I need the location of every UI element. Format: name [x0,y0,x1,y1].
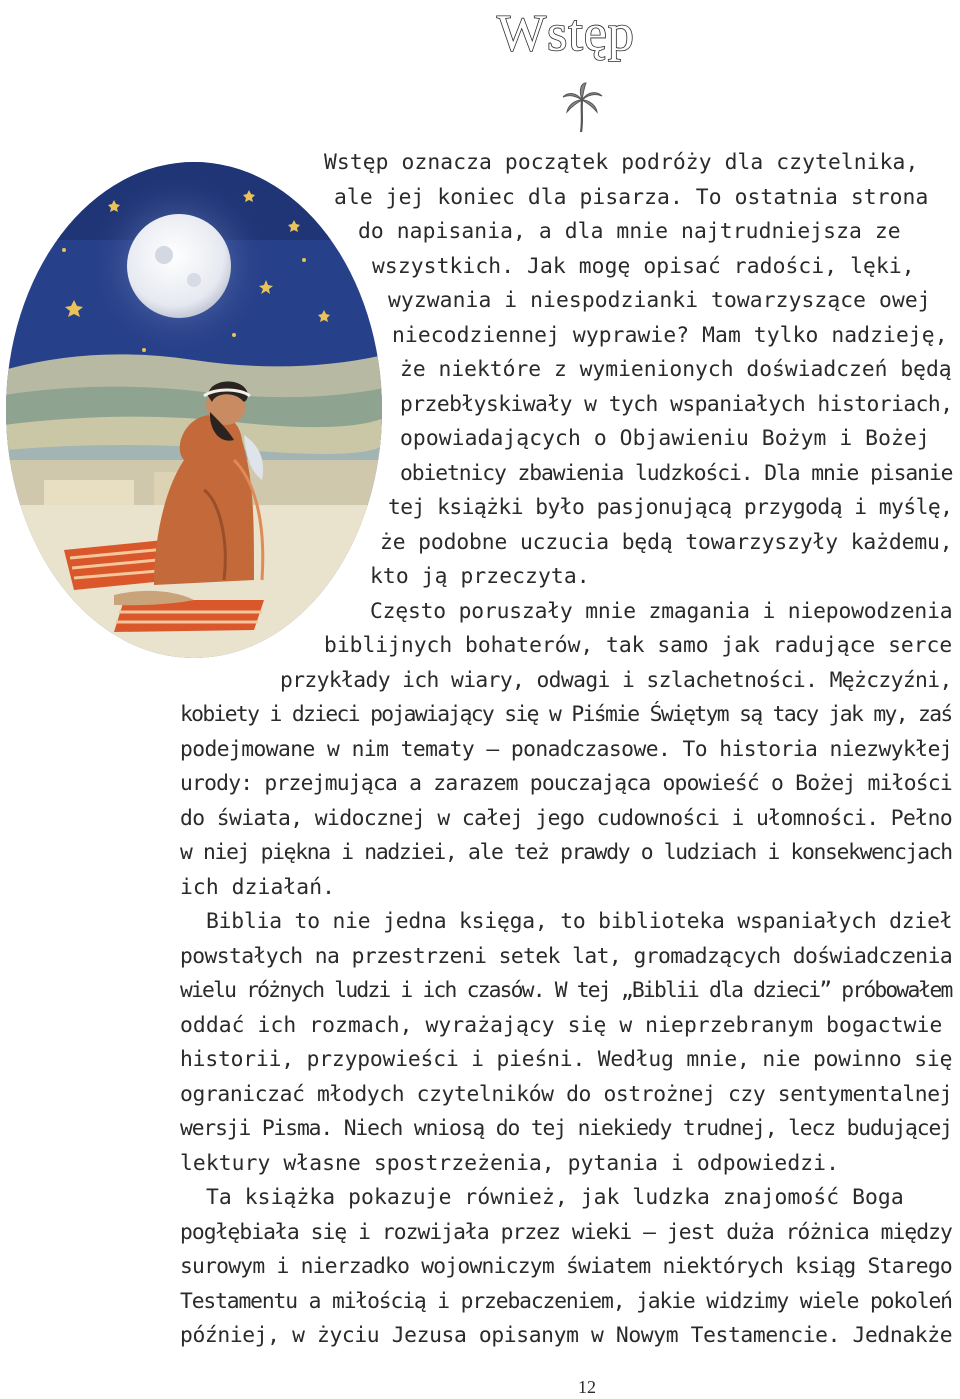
moonlit-rooftop-illustration [4,160,384,660]
text-line: opowiadających o Objawieniu Bożym i Bożej [400,426,930,451]
text-line: ale jej koniec dla pisarza. To ostatnia strona [334,184,929,210]
text-line: obietnicy zbawienia ludzkości. Dla mnie pisanie [400,460,953,486]
text-line: historii, przypowieści i pieśni. Według mnie, nie powinno się [180,1047,953,1072]
text-line: wyzwania i niespodzianki towarzyszące owej [388,288,931,313]
page-number: 12 [578,1377,596,1397]
text-line: ograniczać młodych czytelników do ostrożnej czy sentymentalnej [180,1081,953,1107]
text-line: przebłyskiwały w tych wspaniałych historiach, [400,391,953,417]
text-line: Ta książka pokazuje również, jak ludzka znajomość Boga [206,1185,904,1210]
text-line: biblijnych bohaterów, tak samo jak radujące serce [324,633,953,658]
text-line: do napisania, a dla mnie najtrudniejsza ze [358,219,901,244]
text-line: lektury własne spostrzeżenia, pytania i odpowiedzi. [180,1150,840,1176]
text-line: później, w życiu Jezusa opisanym w Nowym Testamencie. Jednakże [180,1323,953,1348]
text-line: wielu różnych ludzi i ich czasów. W tej „Biblii dla dzieci” próbowałem [180,978,952,1003]
text-line: przykłady ich wiary, odwagi i szlachetności. Mężczyźni, [280,667,952,693]
text-line: podejmowane w nim tematy – ponadczasowe. To historia niezwykłej [180,736,953,762]
text-line: w niej piękna i nadziei, ale też prawdy o ludziach i konsekwencjach [180,840,952,865]
page-title: Wstęp [497,5,635,62]
text-line: oddać ich rozmach, wyrażający się w nieprzebranym bogactwie [180,1012,943,1038]
text-line: wersji Pisma. Niech wniosą do tej niekiedy trudnej, lecz budującej [180,1116,952,1141]
text-line: kobiety i dzieci pojawiający się w Piśmie Świętym są tacy jak my, zaś [180,702,952,727]
text-line: do świata, widocznej w całej jego cudowności i ułomności. Pełno [180,805,953,831]
text-line: kto ją przeczyta. [370,564,590,589]
palm-tree-icon [560,82,604,134]
text-line: pogłębiała się i rozwijała przez wieki – jest duża różnica między [180,1219,952,1245]
text-line: że podobne uczucia będą towarzyszyły każdemu, [380,529,953,555]
text-line: Często poruszały mnie zmagania i niepowodzenia [370,598,953,624]
text-line: powstałych na przestrzeni setek lat, gromadzących doświadczenia [180,943,953,969]
text-line: urody: przejmująca a zarazem pouczająca opowieść o Bożej miłości [180,771,952,796]
text-line: tej książki było pasjonującą przygodą i myślę, [388,495,953,520]
text-line: że niektóre z wymienionych doświadczeń będą [400,357,952,382]
text-line: Biblia to nie jedna księga, to biblioteka wspaniałych dzieł [206,909,953,934]
text-line: surowym i nierzadko wojowniczym światem niektórych ksiąg Starego [180,1254,952,1279]
text-line: niecodziennej wyprawie? Mam tylko nadzieję, [392,322,948,348]
text-line: ich działań. [180,874,336,900]
text-line: wszystkich. Jak mogę opisać radości, lęki, [372,253,915,279]
text-line: Wstęp oznacza początek podróży dla czytelnika, [324,150,919,175]
text-line: Testamentu a miłością i przebaczeniem, jakie widzimy wiele pokoleń [180,1288,952,1314]
